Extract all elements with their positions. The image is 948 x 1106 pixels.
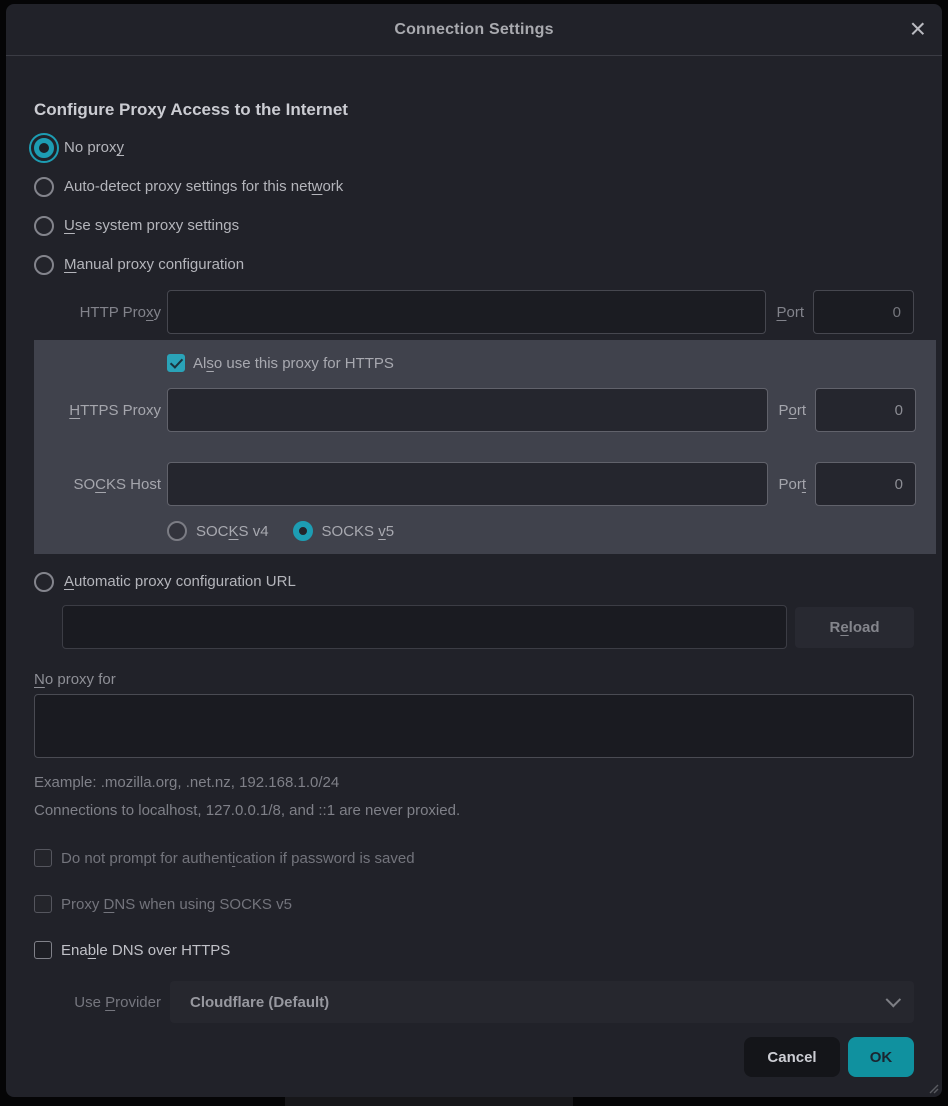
autoproxy-url-input[interactable] bbox=[62, 605, 787, 649]
radio-label-system-proxy: Use system proxy settings bbox=[64, 217, 240, 234]
focus-ring bbox=[29, 133, 59, 163]
checkbox-row-enable-doh[interactable] bbox=[34, 937, 914, 963]
https-proxy-label: HTTPS Proxy bbox=[69, 401, 161, 419]
checkbox-enable-doh[interactable] bbox=[34, 941, 52, 959]
http-proxy-label: HTTP Proxy bbox=[79, 303, 161, 321]
socks-host-row bbox=[34, 462, 916, 506]
socks-port-label: Port bbox=[778, 475, 806, 493]
resize-grip-icon[interactable] bbox=[926, 1081, 939, 1094]
radio-no-proxy[interactable] bbox=[34, 138, 54, 158]
highlighted-region bbox=[34, 340, 936, 554]
radio-manual-proxy[interactable] bbox=[34, 255, 54, 275]
dialog-content bbox=[6, 56, 942, 1097]
radio-row-system-proxy[interactable] bbox=[34, 206, 914, 245]
https-proxy-input[interactable] bbox=[167, 388, 768, 432]
checkbox-proxy-dns[interactable] bbox=[34, 895, 52, 913]
https-port-input[interactable] bbox=[815, 388, 916, 432]
radio-system-proxy[interactable] bbox=[34, 216, 54, 236]
checkbox-row-no-prompt-auth[interactable] bbox=[34, 845, 914, 871]
radio-autoproxy-url[interactable] bbox=[34, 572, 54, 592]
share-proxy-row[interactable] bbox=[167, 350, 916, 376]
checkbox-label-proxy-dns: Proxy DNS when using SOCKS v5 bbox=[61, 895, 292, 913]
autoproxy-url-row bbox=[62, 605, 914, 649]
http-port-label: Port bbox=[776, 303, 804, 321]
checkbox-share-proxy[interactable] bbox=[167, 354, 185, 372]
no-proxy-for-label: No proxy for bbox=[34, 671, 116, 688]
ok-button[interactable]: OK bbox=[848, 1037, 914, 1077]
radio-socks-v5[interactable] bbox=[293, 521, 313, 541]
http-port-input[interactable] bbox=[813, 290, 914, 334]
radio-label-socks-v5: SOCKS v5 bbox=[321, 522, 395, 540]
https-port-label: Port bbox=[778, 401, 806, 419]
socks-host-input[interactable] bbox=[167, 462, 768, 506]
share-proxy-label: Also use this proxy for HTTPS bbox=[193, 354, 394, 372]
radio-label-manual-proxy: Manual proxy configuration bbox=[64, 256, 245, 273]
connection-settings-dialog bbox=[6, 4, 942, 1097]
close-icon[interactable]: × bbox=[909, 12, 926, 44]
radio-row-autoproxy-url[interactable] bbox=[34, 562, 914, 601]
radio-row-manual-proxy[interactable] bbox=[34, 245, 914, 284]
https-proxy-row bbox=[34, 388, 916, 432]
provider-row bbox=[34, 981, 914, 1023]
provider-dropdown[interactable] bbox=[170, 981, 914, 1023]
checkbox-no-prompt-auth[interactable] bbox=[34, 849, 52, 867]
radio-auto-detect[interactable] bbox=[34, 177, 54, 197]
dialog-title: Connection Settings bbox=[394, 20, 554, 38]
no-proxy-example-text: Example: .mozilla.org, .net.nz, 192.168.1.0/24 bbox=[34, 774, 340, 791]
http-proxy-row bbox=[34, 290, 914, 334]
dialog-footer bbox=[34, 1037, 914, 1077]
socks-version-row bbox=[167, 518, 916, 544]
radio-socks-v4[interactable] bbox=[167, 521, 187, 541]
radio-label-no-proxy: No proxy bbox=[64, 139, 125, 156]
background-strip bbox=[285, 1097, 573, 1106]
no-proxy-for-textarea[interactable] bbox=[34, 694, 914, 758]
no-proxy-note-text: Connections to localhost, 127.0.0.1/8, and ::1 are never proxied. bbox=[34, 802, 461, 819]
radio-row-auto-detect[interactable] bbox=[34, 167, 914, 206]
dialog-titlebar bbox=[6, 4, 942, 56]
radio-row-no-proxy[interactable] bbox=[34, 128, 914, 167]
checkbox-label-no-prompt-auth: Do not prompt for authentication if password is saved bbox=[61, 849, 415, 867]
checkbox-row-proxy-dns[interactable] bbox=[34, 891, 914, 917]
cancel-button[interactable]: Cancel bbox=[744, 1037, 840, 1077]
provider-selected-value: Cloudflare (Default) bbox=[190, 993, 330, 1011]
provider-label: Use Provider bbox=[74, 993, 161, 1011]
reload-button[interactable] bbox=[795, 607, 914, 648]
socks-host-label: SOCKS Host bbox=[73, 475, 161, 493]
chevron-down-icon bbox=[886, 991, 902, 1007]
reload-button-label: Reload bbox=[829, 618, 880, 636]
http-proxy-input[interactable] bbox=[167, 290, 766, 334]
section-heading: Configure Proxy Access to the Internet bbox=[34, 100, 348, 119]
radio-label-auto-detect: Auto-detect proxy settings for this network bbox=[64, 178, 344, 195]
checkbox-label-enable-doh: Enable DNS over HTTPS bbox=[61, 941, 231, 959]
radio-label-autoproxy-url: Automatic proxy configuration URL bbox=[64, 573, 296, 590]
socks-port-input[interactable] bbox=[815, 462, 916, 506]
radio-label-socks-v4: SOCKS v4 bbox=[196, 522, 269, 540]
